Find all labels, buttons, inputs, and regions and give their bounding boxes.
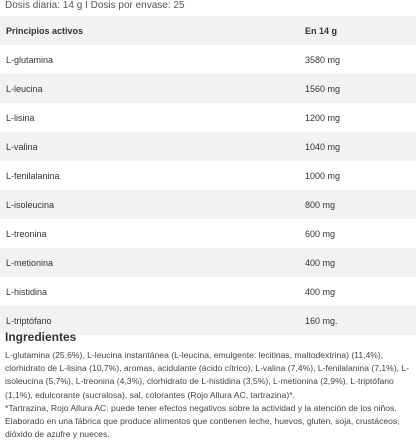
table-row bbox=[0, 74, 416, 103]
table-row bbox=[0, 132, 416, 161]
row-amount: 1040 mg bbox=[305, 141, 341, 152]
header-amount: En 14 g bbox=[305, 25, 338, 36]
row-ingredient: L-triptófano bbox=[6, 315, 52, 326]
row-ingredient: L-valina bbox=[6, 141, 38, 152]
row-ingredient: L-leucina bbox=[6, 83, 43, 94]
dose-info: Dosis diaria: 14 g I Dosis por envase: 25 bbox=[5, 0, 185, 11]
active-ingredients-table bbox=[0, 16, 416, 335]
table-row bbox=[0, 161, 416, 190]
table-row bbox=[0, 219, 416, 248]
ingredients-list: L-glutamina (25,6%), L-leucina instantánea (L-leucina, emulgente: lecitinas, maltodextrina) (11,4%), clorhidrato de L-lisina (10,7%), aromas, acidulante (ácido cítrico), L-valina (7,4%), L-fenilalanina (7,1%), L-isoleucina (5,7%), L-treonina (4,3%), clorhidrato de L-histidina (3,5%), L-metionina (2,9%), L-triptófano (1,1%), edulcorante (sucralosa), sal, colorantes (Rojo Allura AC, tartrazina)*. bbox=[5, 350, 410, 400]
table-header-row bbox=[0, 16, 416, 45]
row-ingredient: L-glutamina bbox=[6, 54, 54, 65]
row-amount: 160 mg. bbox=[305, 315, 338, 326]
row-amount: 800 mg bbox=[305, 199, 336, 210]
table-row bbox=[0, 277, 416, 306]
colorant-warning: *Tartrazina, Rojo Allura AC: puede tener efectos negativos sobre la actividad y la atención de los niños. bbox=[5, 402, 397, 413]
row-amount: 400 mg bbox=[305, 286, 336, 297]
table-row bbox=[0, 190, 416, 219]
row-ingredient: L-metionina bbox=[6, 257, 54, 268]
ingredients-heading: Ingredientes bbox=[5, 330, 77, 344]
row-amount: 3580 mg bbox=[305, 54, 341, 65]
allergen-notice: Elaborado en una fábrica que produce alimentos que contienen leche, huevos, gluten, soja, crustáceos, dióxido de azufre y nueces. bbox=[5, 416, 400, 440]
table-row bbox=[0, 103, 416, 132]
row-amount: 600 mg bbox=[305, 228, 336, 239]
header-active-ingredients: Principios activos bbox=[6, 25, 84, 36]
row-amount: 1200 mg bbox=[305, 112, 341, 123]
row-ingredient: L-fenilalanina bbox=[6, 170, 60, 181]
row-amount: 1000 mg bbox=[305, 170, 341, 181]
row-ingredient: L-isoleucina bbox=[6, 199, 55, 210]
row-amount: 1560 mg bbox=[305, 83, 341, 94]
row-ingredient: L-lisina bbox=[6, 112, 35, 123]
table-row bbox=[0, 248, 416, 277]
row-ingredient: L-histidina bbox=[6, 286, 48, 297]
row-ingredient: L-treonina bbox=[6, 228, 47, 239]
ingredients-text bbox=[5, 349, 411, 441]
row-amount: 400 mg bbox=[305, 257, 336, 268]
table-row bbox=[0, 45, 416, 74]
